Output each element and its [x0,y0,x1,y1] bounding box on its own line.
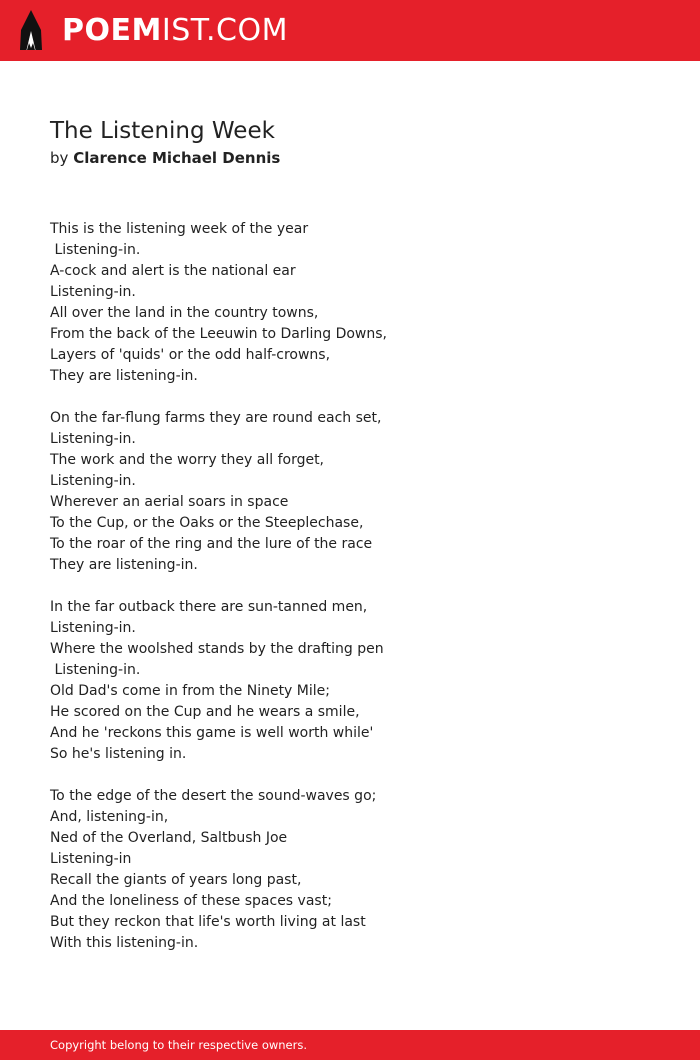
poem-line: And he 'reckons this game is well worth while' [50,725,374,741]
poem-line: Wherever an aerial soars in space [50,494,289,510]
poem-line: And, listening-in, [50,809,169,825]
poem-line: The work and the worry they all forget, [50,452,325,468]
poem-line: Old Dad's come in from the Ninety Mile; [50,683,330,699]
poem-body [50,219,650,975]
poem-line: To the roar of the ring and the lure of the race [50,536,373,552]
copyright-notice: Copyright belong to their respective owners. [50,1038,308,1052]
poem-title: The Listening Week [50,118,275,144]
poem-line: They are listening-in. [50,368,198,384]
poem-line: He scored on the Cup and he wears a smile, [50,704,360,720]
poem-line: Listening-in [50,851,132,867]
poem-line: To the edge of the desert the sound-waves go; [50,788,377,804]
poem-line: All over the land in the country towns, [50,305,319,321]
stanza [50,408,650,576]
brand-name-light: IST.COM [161,13,288,48]
poem-line: Listening-in. [50,620,136,636]
stanza [50,786,650,954]
poem-line: Where the woolshed stands by the drafting pen [50,641,384,657]
poem-line: This is the listening week of the year [50,221,309,237]
poem-line: Listening-in. [50,242,141,258]
byline [50,148,280,169]
poem-line: Listening-in. [50,473,136,489]
poem-line: Layers of 'quids' or the odd half-crowns, [50,347,331,363]
header-bar [0,0,700,61]
poem-line: In the far outback there are sun-tanned men, [50,599,368,615]
author-name: Clarence Michael Dennis [73,149,281,167]
poem-line: With this listening-in. [50,935,199,951]
stanza [50,597,650,765]
poem-line: A-cock and alert is the national ear [50,263,296,279]
poem-line: To the Cup, or the Oaks or the Steeplechase, [50,515,364,531]
poem-line: Recall the giants of years long past, [50,872,302,888]
stanza [50,219,650,387]
poem-line: From the back of the Leeuwin to Darling Downs, [50,326,387,342]
poem-line: So he's listening in. [50,746,187,762]
poem-line: Listening-in. [50,431,136,447]
by-label: by [50,149,69,167]
poem-line: On the far-flung farms they are round each set, [50,410,382,426]
footer-bar [0,1030,700,1060]
poem-line: Listening-in. [50,284,136,300]
poem-line: Listening-in. [50,662,141,678]
site-logo-text[interactable] [62,13,288,49]
poem-line: But they reckon that life's worth living at last [50,914,366,930]
poem-line: Ned of the Overland, Saltbush Joe [50,830,288,846]
brand-name-bold: POEM [62,13,162,48]
poem-line: And the loneliness of these spaces vast; [50,893,332,909]
poem-line: They are listening-in. [50,557,198,573]
pencil-tip-icon[interactable] [18,10,44,52]
